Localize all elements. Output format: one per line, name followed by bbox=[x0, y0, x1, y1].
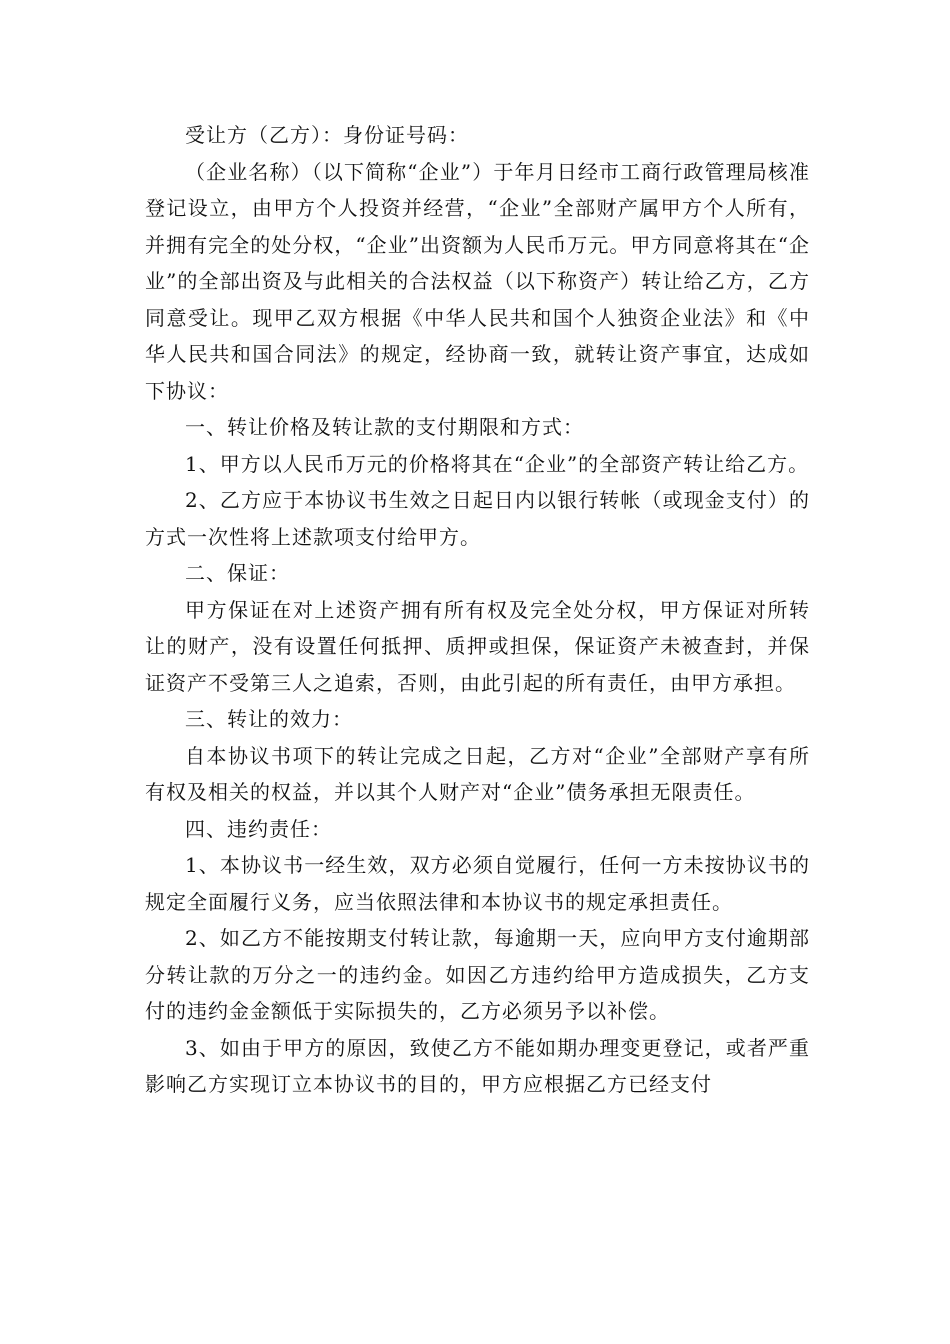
section-heading-effect: 三、转让的效力： bbox=[185, 707, 353, 731]
clause-effect: 自本协议书项下的转让完成之日起，乙方对“企业”全部财产享有所有权及相关的权益，并以其个人财产对“企业”债务承担无限责任。 bbox=[145, 743, 810, 804]
transferee-line: 受让方（乙方）：身份证号码： bbox=[185, 123, 469, 147]
section-heading-price: 一、转让价格及转让款的支付期限和方式： bbox=[185, 415, 584, 439]
clause-guarantee: 甲方保证在对上述资产拥有所有权及完全处分权，甲方保证对所转让的财产，没有设置任何抵押、质押或担保，保证资产未被查封，并保证资产不受第三人之追索，否则，由此引起的所有责任，由甲方承担。 bbox=[145, 597, 810, 695]
section-heading-guarantee: 二、保证： bbox=[185, 561, 290, 585]
section-heading-liability: 四、违约责任： bbox=[185, 816, 332, 841]
clause-price-1: 1、甲方以人民币万元的价格将其在“企业”的全部资产转让给乙方。 bbox=[185, 451, 810, 476]
document-body bbox=[145, 117, 810, 1103]
preamble-paragraph: （企业名称）（以下简称“企业”）于年月日经市工商行政管理局核准登记设立，由甲方个人投资并经营，“企业”全部财产属甲方个人所有，并拥有完全的处分权，“企业”出资额为人民币万元。甲方同意将其在“企业”的全部出资及与此相关的合法权益（以下称资产）转让给乙方，乙方同意受让。现甲乙双方根据《中华人民共和国个人独资企业法》和《中华人民共和国合同法》的规定，经协商一致，就转让资产事宜，达成如下协议： bbox=[145, 159, 810, 403]
clause-liability-2: 2、如乙方不能按期支付转让款，每逾期一天，应向甲方支付逾期部分转让款的万分之一的违约金。如因乙方违约给甲方造成损失，乙方支付的违约金金额低于实际损失的，乙方必须另予以补偿。 bbox=[145, 926, 810, 1023]
clause-price-2: 2、乙方应于本协议书生效之日起日内以银行转帐（或现金支付）的方式一次性将上述款项支付给甲方。 bbox=[145, 488, 810, 549]
clause-liability-1: 1、本协议书一经生效，双方必须自觉履行，任何一方未按协议书的规定全面履行义务，应当依照法律和本协议书的规定承担责任。 bbox=[145, 853, 810, 914]
clause-liability-3: 3、如由于甲方的原因，致使乙方不能如期办理变更登记，或者严重影响乙方实现订立本协议书的目的，甲方应根据乙方已经支付 bbox=[145, 1035, 810, 1096]
